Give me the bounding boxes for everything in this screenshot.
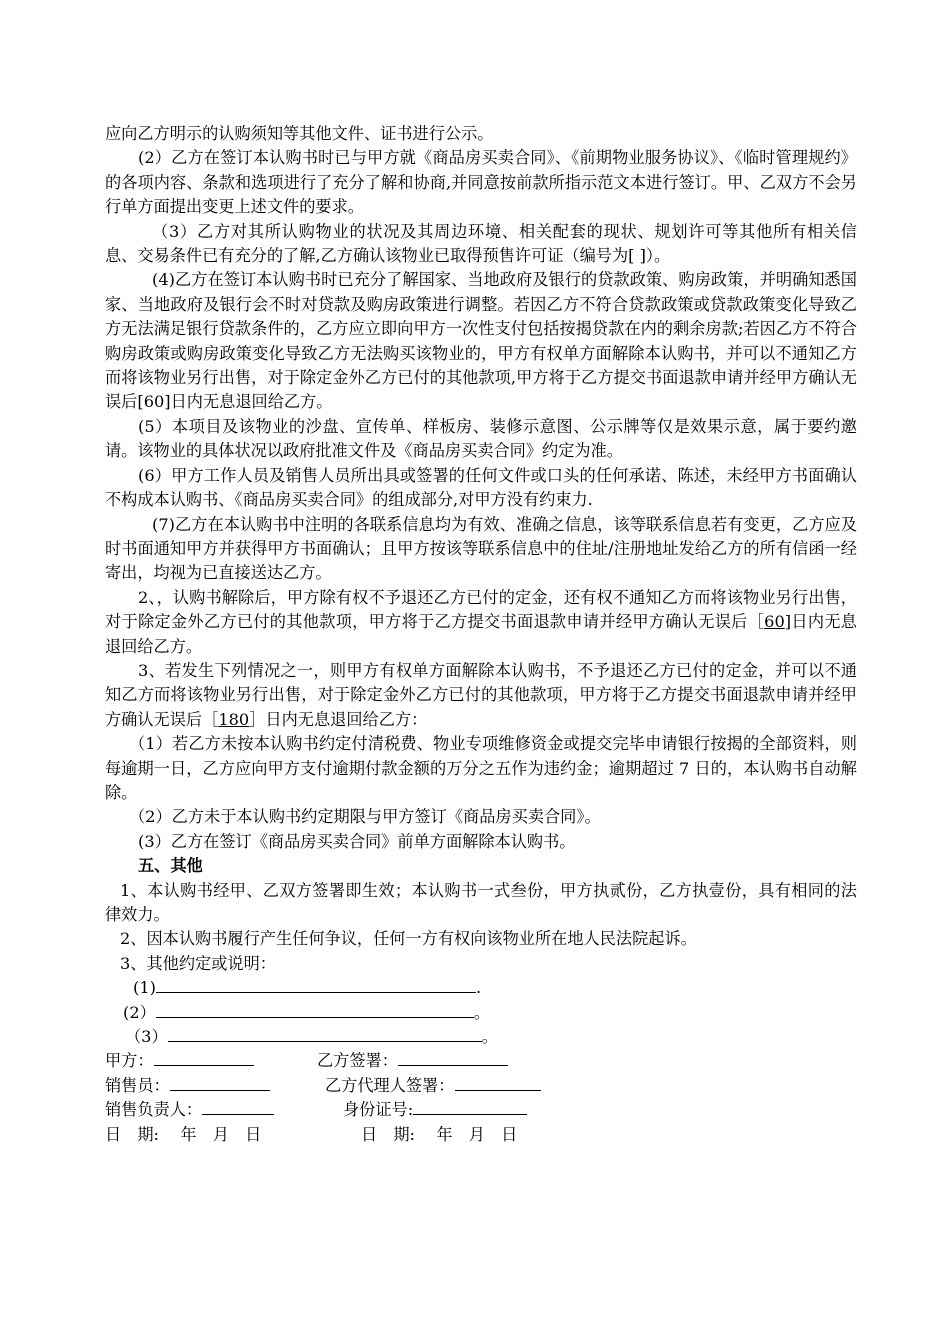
item-3: (3）乙方在签订《商品房买卖合同》前单方面解除本认购书。 (138, 831, 576, 851)
blank-line-2 (105, 1001, 857, 1025)
blank-field-3[interactable] (168, 1025, 482, 1042)
salesperson-field[interactable] (170, 1074, 270, 1091)
party-b-sign-field[interactable] (398, 1049, 508, 1066)
clause-3-text-a: 3、若发生下列情况之一，则甲方有权单方面解除本认购书，不予退还乙方已付的定金，并可以不通知乙方而将该物业另行出售，对于除定金外乙方已付的其他款项，甲方将于乙方提交书面退款申请并经甲方确认无误后［ (105, 660, 857, 729)
clause-3-text-b: ］日内无息退回给乙方： (249, 709, 428, 729)
blank-end-1: . (475, 978, 482, 998)
sales-manager-label: 销售负责人： (105, 1100, 203, 1120)
agent-sign-field[interactable] (455, 1074, 541, 1091)
clause-2-days: 60 (764, 612, 785, 632)
paragraph-1: (2）乙方在签订本认购书时已与甲方就《商品房买卖合同》、《前期物业服务协议》、《临时管理规约》的各项内容、条款和选项进行了充分了解和协商,并同意按前款所指示范文本进行签订。甲、乙双方不会另行单方面提出变更上述文件的要求。 (105, 148, 857, 217)
paragraph-2: （3）乙方对其所认购物业的状况及其周边环境、相关配套的现状、规划许可等其他所有相关信息、交易条件已有充分的了解,乙方确认该物业已取得预售许可证（编号为[ ]）。 (105, 221, 857, 266)
paragraph-4: (5）本项目及该物业的沙盘、宣传单、样板房、装修示意图、公示牌等仅是效果示意，属于要约邀请。该物业的具体状况以政府批准文件及《商品房买卖合同》约定为准。 (105, 416, 857, 461)
date-right: 日 期: 年 月 日 (361, 1124, 518, 1144)
blank-label-3: （3） (125, 1027, 168, 1047)
clause-2 (105, 586, 857, 659)
section-clause-2: 2、因本认购书履行产生任何争议，任何一方有权向该物业所在地人民法院起诉。 (120, 929, 697, 949)
clause-3-days: 180 (218, 709, 250, 729)
blank-end-3: 。 (481, 1027, 498, 1047)
section-clause-3: 3、其他约定或说明： (120, 953, 276, 973)
party-a-field[interactable] (154, 1049, 254, 1066)
paragraph-6: (7)乙方在本认购书中注明的各联系信息均为有效、准确之信息，该等联系信息若有变更，乙方应及时书面通知甲方并获得甲方书面确认；且甲方按该等联系信息中的住址/注册地址发给乙方的所有信函一经寄出，均视为已直接送达乙方。 (105, 514, 857, 583)
blank-line-3 (105, 1025, 857, 1049)
blank-line-1 (105, 976, 857, 1000)
clause-2-text-a: 2、，认购书解除后，甲方除有权不予退还乙方已付的定金，还有权不通知乙方而将该物业另行出售，对于除定金外乙方已付的其他款项，甲方将于乙方提交书面退款申请并经甲方确认无误后［ (105, 587, 857, 632)
blank-label-1: (1) (133, 978, 156, 998)
salesperson-label: 销售员： (105, 1075, 170, 1095)
item-2: （2）乙方未于本认购书约定期限与甲方签订《商品房买卖合同》。 (129, 807, 601, 827)
section-heading: 五、其他 (138, 856, 203, 876)
party-a-label: 甲方： (105, 1051, 154, 1071)
signature-row-1 (105, 1049, 857, 1073)
sales-manager-field[interactable] (202, 1098, 274, 1115)
clause-3 (105, 659, 857, 732)
paragraph-3: (4)乙方在签订本认购书时已充分了解国家、当地政府及银行的贷款政策、购房政策，并明确知悉国家、当地政府及银行会不时对贷款及购房政策进行调整。若因乙方不符合贷款政策或贷款政策变化导致乙方无法满足银行贷款条件的，乙方应立即向甲方一次性支付包括按揭贷款在内的剩余房款;若因乙方不符合购房政策或购房政策变化导致乙方无法购买该物业的，甲方有权单方面解除本认购书，并可以不通知乙方而将该物业另行出售，对于除定金外乙方已付的其他款项,甲方将于乙方提交书面退款申请并经甲方确认无误后[60]日内无息退回给乙方。 (105, 270, 857, 412)
blank-field-2[interactable] (156, 1001, 474, 1018)
document-page (105, 122, 857, 1147)
signature-row-2 (105, 1074, 857, 1098)
item-1: （1）若乙方未按本认购书约定付清税费、物业专项维修资金或提交完毕申请银行按揭的全部资料，则每逾期一日，乙方应向甲方支付逾期付款金额的万分之五作为违约金；逾期超过 7 日的，本认购书自动解除。 (105, 734, 857, 802)
party-b-sign-label: 乙方签署： (317, 1051, 398, 1071)
agent-sign-label: 乙方代理人签署： (325, 1075, 455, 1095)
blank-label-2: (2） (123, 1002, 156, 1022)
paragraph-0: 应向乙方明示的认购须知等其他文件、证书进行公示。 (105, 124, 494, 143)
id-number-field[interactable] (413, 1098, 527, 1115)
date-row (105, 1123, 857, 1147)
clause-2-text-b: ]日内无息退回给乙方。 (105, 612, 857, 656)
section-clause-1: 1、本认购书经甲、乙双方签署即生效；本认购书一式叁份，甲方执贰份，乙方执壹份，具有相同的法律效力。 (105, 880, 857, 924)
blank-field-1[interactable] (156, 976, 476, 993)
paragraph-5: (6）甲方工作人员及销售人员所出具或签署的任何文件或口头的任何承诺、陈述，未经甲方书面确认不构成本认购书、《商品房买卖合同》的组成部分,对甲方没有约束力. (105, 465, 857, 510)
blank-end-2: 。 (473, 1002, 490, 1022)
signature-row-3 (105, 1098, 857, 1122)
id-number-label: 身份证号: (343, 1100, 414, 1120)
date-left: 日 期: 年 月 日 (105, 1124, 262, 1144)
